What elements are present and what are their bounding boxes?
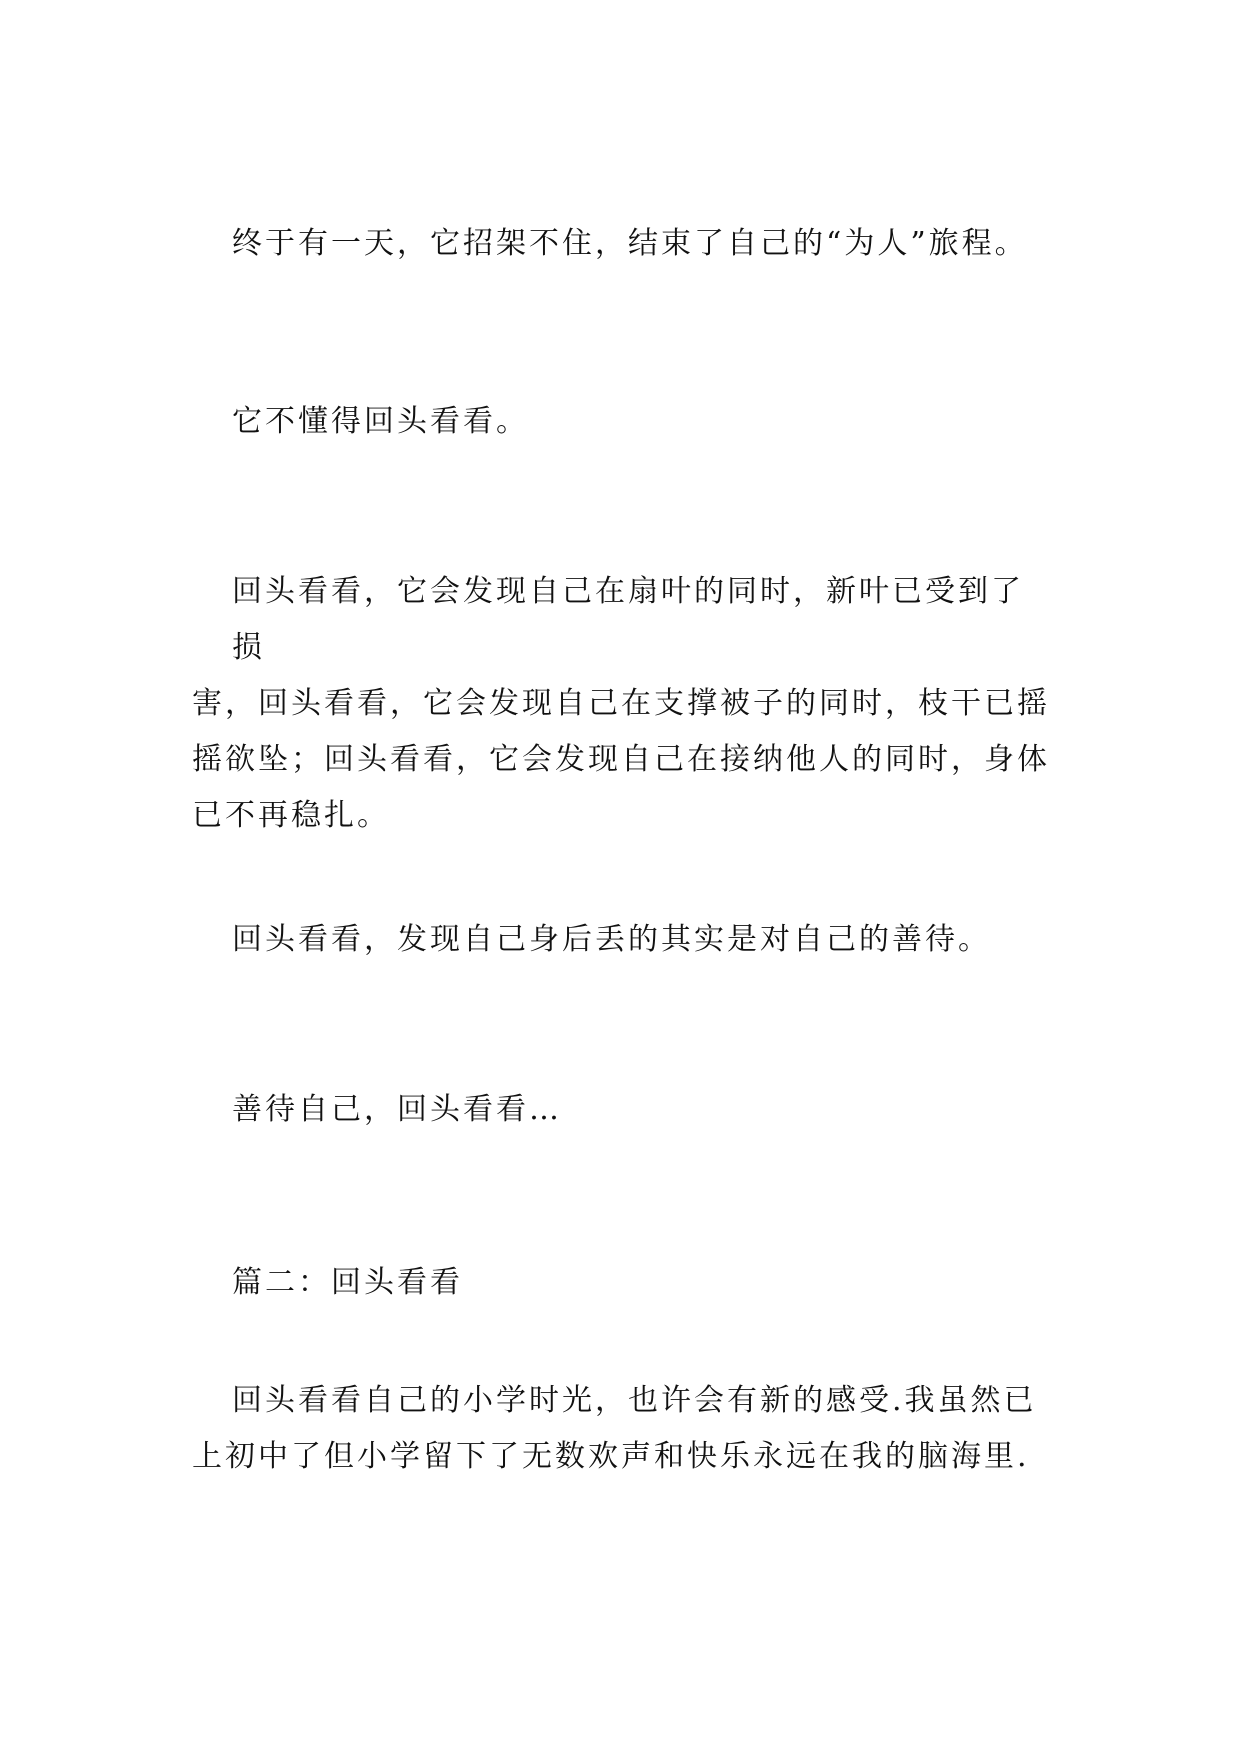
- section-paragraph-1: [192, 1373, 1052, 1485]
- paragraph-line: 善待自己，回头看看…: [232, 1092, 562, 1127]
- section-heading: 篇二：回头看看: [232, 1265, 463, 1300]
- paragraph-line: 上初中了但小学留下了无数欢声和快乐永远在我的脑海里.: [192, 1439, 1030, 1474]
- paragraph-1: [192, 216, 1052, 272]
- paragraph-line: 回头看看，它会发现自己在扇叶的同时，新叶已受到了损: [232, 574, 1024, 665]
- paragraph-line: 摇欲坠；回头看看，它会发现自己在接纳他人的同时，身体: [192, 742, 1050, 777]
- paragraph-line: 回头看看自己的小学时光，也许会有新的感受.我虽然已: [232, 1383, 1037, 1418]
- paragraph-line: 终于有一天，它招架不住，结束了自己的“为人”旅程。: [232, 226, 1028, 261]
- paragraph-2: [192, 394, 1052, 450]
- paragraph-line: 回头看看，发现自己身后丢的其实是对自己的善待。: [232, 922, 991, 957]
- paragraph-line: 它不懂得回头看看。: [232, 404, 529, 439]
- paragraph-4: [192, 912, 1052, 968]
- paragraph-line: 害，回头看看，它会发现自己在支撑被子的同时，枝干已摇: [192, 686, 1050, 721]
- paragraph-line: 已不再稳扎。: [192, 798, 390, 833]
- paragraph-3: [192, 564, 1052, 844]
- paragraph-5: [192, 1082, 1052, 1138]
